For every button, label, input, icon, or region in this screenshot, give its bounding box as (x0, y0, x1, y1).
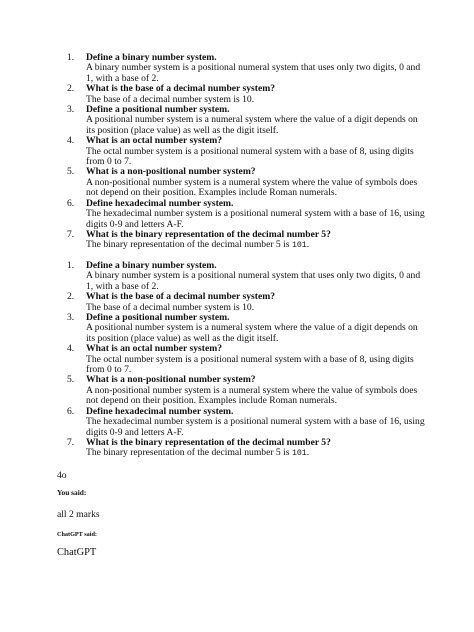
answer: A binary number system is a positional numeral system that uses only two digits, 0 and 1, with a base of 2. (86, 270, 421, 292)
list-item (67, 84, 427, 105)
question: What is the binary representation of the decimal number 5? (86, 228, 331, 240)
list-item (67, 53, 427, 84)
answer (86, 240, 427, 251)
answer: A binary number system is a positional numeral system that uses only two digits, 0 and 1, with a base of 2. (86, 62, 421, 84)
answer: A positional number system is a numeral system where the value of a digit depends on its position (place value) as well as the digit itself. (86, 114, 418, 136)
question: What is an octal number system? (86, 343, 223, 355)
list-item (67, 375, 427, 406)
inline-code: 101 (291, 241, 307, 251)
question: What is the base of a decimal number system? (86, 83, 276, 95)
item-number: 2. (67, 83, 75, 95)
answer: The octal number system is a positional numeral system with a base of 8, using digits from 0 to 7. (86, 145, 414, 168)
answer: The hexadecimal number system is a positional numeral system with a base of 16, using digits 0-9 and letters A-F. (86, 416, 425, 438)
question: What is the base of a decimal number system? (86, 291, 276, 303)
item-number: 3. (67, 104, 75, 116)
list-item (67, 230, 427, 252)
item-number: 1. (67, 52, 75, 63)
answer: The base of a decimal number system is 10. (86, 301, 255, 313)
item-number: 1. (67, 260, 75, 271)
item-number: 3. (67, 312, 75, 324)
question: What is an octal number system? (86, 135, 223, 147)
item-number: 2. (67, 291, 75, 303)
list-item (67, 105, 427, 136)
question: What is the binary representation of the decimal number 5? (86, 436, 331, 448)
question: Define a binary number system. (86, 52, 217, 63)
answer-text: The binary representation of the decimal number 5 is (86, 239, 292, 251)
list-item (67, 136, 427, 167)
list-item (67, 438, 427, 460)
item-number: 6. (67, 405, 75, 417)
list-item (67, 313, 427, 344)
chatgpt-said-label: ChatGPT said: (57, 531, 97, 538)
question: What is a non-positional number system? (86, 374, 256, 386)
item-number: 5. (67, 166, 75, 178)
answer: The hexadecimal number system is a positional numeral system with a base of 16, using digits 0-9 and letters A-F. (86, 208, 425, 230)
answer-text: The binary representation of the decimal number 5 is (86, 447, 292, 459)
question: Define hexadecimal number system. (86, 405, 234, 417)
qa-list-second (67, 261, 427, 460)
model-name: 4o (57, 470, 67, 481)
chatgpt-name: ChatGPT (57, 547, 97, 558)
list-item (67, 261, 427, 292)
list-item (67, 199, 427, 230)
answer: A non-positional number system is a numeral system where the value of symbols does not depend on their position. Examples include Roman numerals. (86, 384, 418, 407)
you-said-label: You said: (57, 488, 87, 497)
answer (86, 448, 427, 459)
qa-list-first (67, 53, 427, 252)
inline-code: 101 (291, 449, 307, 459)
item-number: 7. (67, 228, 75, 240)
question: What is a non-positional number system? (86, 166, 256, 178)
user-message: all 2 marks (57, 509, 100, 520)
question: Define a positional number system. (86, 104, 230, 116)
question: Define a positional number system. (86, 312, 230, 324)
item-number: 6. (67, 197, 75, 209)
answer: A positional number system is a numeral system where the value of a digit depends on its position (place value) as well as the digit itself. (86, 322, 418, 344)
item-number: 7. (67, 436, 75, 448)
answer-tail: . (306, 447, 310, 459)
list-item (67, 292, 427, 313)
question: Define a binary number system. (86, 260, 217, 271)
list-item (67, 344, 427, 375)
item-number: 4. (67, 343, 75, 355)
answer-tail: . (306, 239, 310, 251)
item-number: 4. (67, 135, 75, 147)
answer: A non-positional number system is a numeral system where the value of symbols does not depend on their position. Examples include Roman numerals. (86, 176, 418, 199)
question: Define hexadecimal number system. (86, 197, 234, 209)
item-number: 5. (67, 374, 75, 386)
answer: The base of a decimal number system is 10. (86, 93, 255, 105)
list-item (67, 407, 427, 438)
list-item (67, 167, 427, 198)
answer: The octal number system is a positional numeral system with a base of 8, using digits from 0 to 7. (86, 353, 414, 376)
